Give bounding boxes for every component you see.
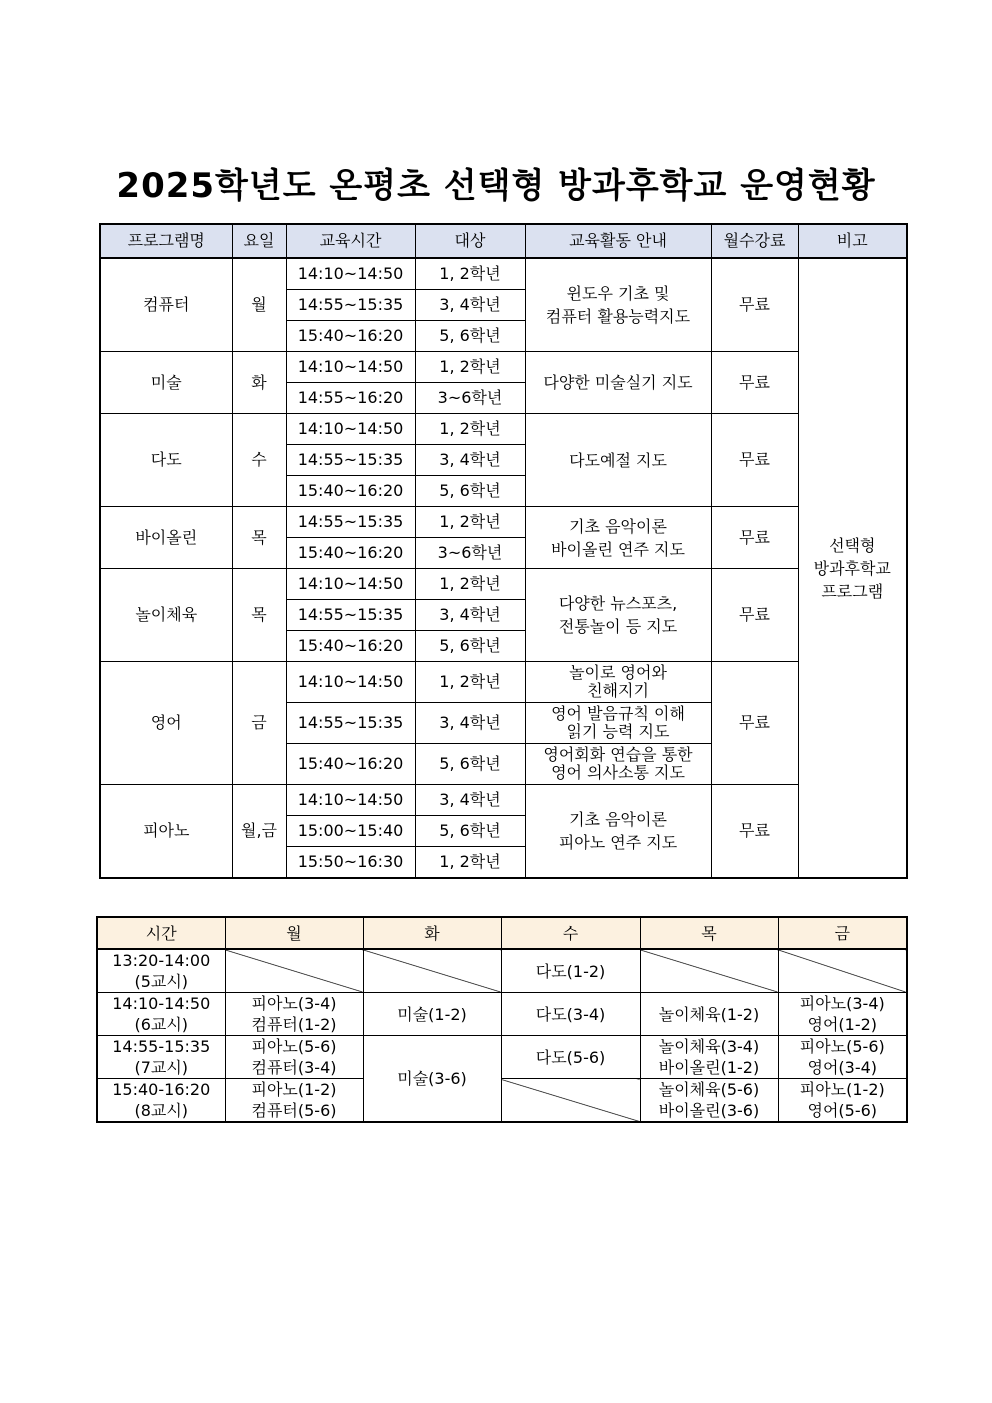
period-time: 14:55-15:35 [112,1037,211,1056]
activity-line: 다도예절 지도 [569,450,667,470]
activity-line: 윈도우 기초 및 [566,284,670,303]
header-cell: 월 [225,917,363,949]
program-name: 영어 [100,662,232,785]
schedule-row [97,949,907,993]
header-cell: 프로그램명 [100,224,232,258]
schedule-cell [363,993,501,1036]
empty-slot [225,949,363,993]
class-entry: 영어(5-6) [807,1101,878,1120]
program-activity [525,352,711,414]
session-time: 14:10~14:50 [286,662,415,703]
session-target: 3, 4학년 [415,785,525,816]
empty-slot [778,949,907,993]
session-time: 14:55~16:20 [286,383,415,414]
header-cell: 화 [363,917,501,949]
session-target: 1, 2학년 [415,569,525,600]
schedule-cell [778,993,907,1036]
class-entry: 피아노(3-4) [251,994,337,1013]
period-time: 13:20-14:00 [112,951,211,970]
period-label: (7교시) [134,1058,189,1077]
schedule-cell [501,1036,640,1079]
schedule-cell [778,1036,907,1079]
session-time: 15:40~16:20 [286,476,415,507]
header-cell: 월수강료 [711,224,798,258]
page-title: 2025학년도 온평초 선택형 방과후학교 운영현황 [116,166,876,206]
session-time: 15:50~16:30 [286,847,415,879]
activity-line: 읽기 능력 지도 [566,722,670,741]
table-row [100,662,907,703]
class-entry: 영어(1-2) [807,1015,878,1034]
session-activity [525,662,711,703]
session-time: 14:10~14:50 [286,352,415,383]
session-time: 14:55~15:35 [286,600,415,631]
table-row [100,258,907,290]
schedule-cell [501,949,640,993]
program-name: 미술 [100,352,232,414]
program-day: 금 [232,662,286,785]
empty-slot [640,949,778,993]
program-name: 컴퓨터 [100,258,232,352]
period-time: 15:40-16:20 [112,1080,211,1099]
program-activity [525,258,711,352]
table-header-row [100,224,907,258]
program-fee: 무료 [711,258,798,352]
activity-line: 영어 발음규칙 이해 [551,704,685,723]
session-target: 1, 2학년 [415,662,525,703]
session-time: 15:00~15:40 [286,816,415,847]
header-cell: 수 [501,917,640,949]
activity-line: 다양한 미술실기 지도 [543,373,693,392]
schedule-cell [225,1079,363,1123]
header-cell: 교육활동 안내 [525,224,711,258]
empty-slot [363,949,501,993]
schedule-cell [225,1036,363,1079]
class-entry: 피아노(5-6) [799,1037,885,1056]
session-target: 5, 6학년 [415,631,525,662]
program-activity [525,569,711,662]
session-target: 1, 2학년 [415,258,525,290]
period-cell [97,993,225,1036]
program-table [99,223,908,879]
class-entry: 놀이체육(5-6) [658,1080,760,1099]
class-entry: 다도(5-6) [535,1047,606,1067]
period-cell [97,949,225,993]
session-target: 3~6학년 [415,383,525,414]
schedule-cell [501,993,640,1036]
period-cell [97,1036,225,1079]
session-target: 1, 2학년 [415,507,525,538]
class-entry: 컴퓨터(5-6) [251,1101,337,1120]
note-cell [798,258,907,878]
table-row [100,569,907,600]
schedule-cell [640,993,778,1036]
schedule-cell [363,1036,501,1123]
session-time: 15:40~16:20 [286,744,415,785]
program-fee: 무료 [711,352,798,414]
program-name: 바이올린 [100,507,232,569]
schedule-row [97,1079,907,1123]
session-target: 3, 4학년 [415,703,525,744]
session-activity [525,703,711,744]
class-entry: 미술(3-6) [397,1069,467,1088]
program-fee: 무료 [711,569,798,662]
class-entry: 피아노(5-6) [251,1037,337,1056]
class-entry: 피아노(3-4) [799,994,885,1013]
session-target: 3, 4학년 [415,290,525,321]
program-day: 화 [232,352,286,414]
class-entry: 미술(1-2) [397,1004,467,1024]
period-label: (5교시) [134,972,189,991]
header-cell: 교육시간 [286,224,415,258]
class-entry: 다도(1-2) [535,961,606,981]
session-time: 15:40~16:20 [286,538,415,569]
weekly-schedule-table [96,916,908,1123]
session-time: 14:55~15:35 [286,703,415,744]
session-target: 1, 2학년 [415,847,525,879]
table-row [100,507,907,538]
schedule-row [97,1036,907,1079]
period-time: 14:10-14:50 [112,994,211,1013]
class-entry: 다도(3-4) [535,1004,606,1024]
program-activity [525,414,711,507]
session-target: 1, 2학년 [415,352,525,383]
program-fee: 무료 [711,662,798,785]
class-entry: 바이올린(1-2) [658,1058,760,1077]
header-cell: 대상 [415,224,525,258]
schedule-cell [225,993,363,1036]
schedule-cell [778,1079,907,1123]
session-time: 14:10~14:50 [286,785,415,816]
activity-line: 전통놀이 등 지도 [558,617,678,636]
program-day: 목 [232,507,286,569]
activity-line: 영어 의사소통 지도 [551,763,685,782]
session-target: 3~6학년 [415,538,525,569]
activity-line: 바이올린 연주 지도 [551,539,685,559]
header-cell: 금 [778,917,907,949]
empty-slot [501,1079,640,1123]
class-entry: 피아노(1-2) [251,1080,337,1099]
program-day: 월 [232,258,286,352]
session-time: 15:40~16:20 [286,631,415,662]
program-day: 월,금 [232,785,286,879]
session-target: 3, 4학년 [415,600,525,631]
session-target: 3, 4학년 [415,445,525,476]
session-time: 15:40~16:20 [286,321,415,352]
session-target: 5, 6학년 [415,321,525,352]
activity-line: 친해지기 [587,681,649,700]
session-target: 5, 6학년 [415,744,525,785]
note-line: 방과후학교 [813,558,891,578]
session-target: 1, 2학년 [415,414,525,445]
activity-line: 컴퓨터 활용능력지도 [545,307,691,326]
session-time: 14:55~15:35 [286,507,415,538]
session-time: 14:55~15:35 [286,445,415,476]
class-entry: 바이올린(3-6) [658,1101,760,1120]
period-label: (8교시) [134,1101,189,1120]
session-time: 14:10~14:50 [286,569,415,600]
session-time: 14:10~14:50 [286,414,415,445]
schedule-cell [640,1079,778,1123]
program-fee: 무료 [711,507,798,569]
activity-line: 놀이로 영어와 [569,663,667,682]
program-activity [525,507,711,569]
activity-line: 다양한 뉴스포츠, [558,594,678,613]
period-label: (6교시) [134,1015,189,1034]
program-fee: 무료 [711,785,798,879]
activity-line: 기초 음악이론 [569,516,667,536]
session-activity [525,744,711,785]
header-cell: 비고 [798,224,907,258]
program-fee: 무료 [711,414,798,507]
session-time: 14:55~15:35 [286,290,415,321]
table-row [100,785,907,816]
program-name: 피아노 [100,785,232,879]
program-day: 목 [232,569,286,662]
class-entry: 영어(3-4) [807,1058,878,1077]
class-entry: 놀이체육(1-2) [658,1004,760,1024]
note-line: 선택형 [829,535,876,555]
table-row [100,414,907,445]
class-entry: 피아노(1-2) [799,1080,885,1099]
session-target: 5, 6학년 [415,476,525,507]
session-target: 5, 6학년 [415,816,525,847]
schedule-header-row [97,917,907,949]
header-cell: 요일 [232,224,286,258]
class-entry: 컴퓨터(1-2) [251,1015,337,1034]
schedule-cell [640,1036,778,1079]
program-name: 놀이체육 [100,569,232,662]
header-cell: 목 [640,917,778,949]
activity-line: 피아노 연주 지도 [558,833,678,852]
program-activity [525,785,711,879]
header-cell: 시간 [97,917,225,949]
class-entry: 놀이체육(3-4) [658,1037,760,1056]
note-line: 프로그램 [821,581,884,601]
session-time: 14:10~14:50 [286,258,415,290]
program-name: 다도 [100,414,232,507]
table-row [100,352,907,383]
activity-line: 기초 음악이론 [569,810,667,829]
class-entry: 컴퓨터(3-4) [251,1058,337,1077]
activity-line: 영어회화 연습을 통한 [543,745,693,764]
schedule-row [97,993,907,1036]
period-cell [97,1079,225,1123]
program-day: 수 [232,414,286,507]
